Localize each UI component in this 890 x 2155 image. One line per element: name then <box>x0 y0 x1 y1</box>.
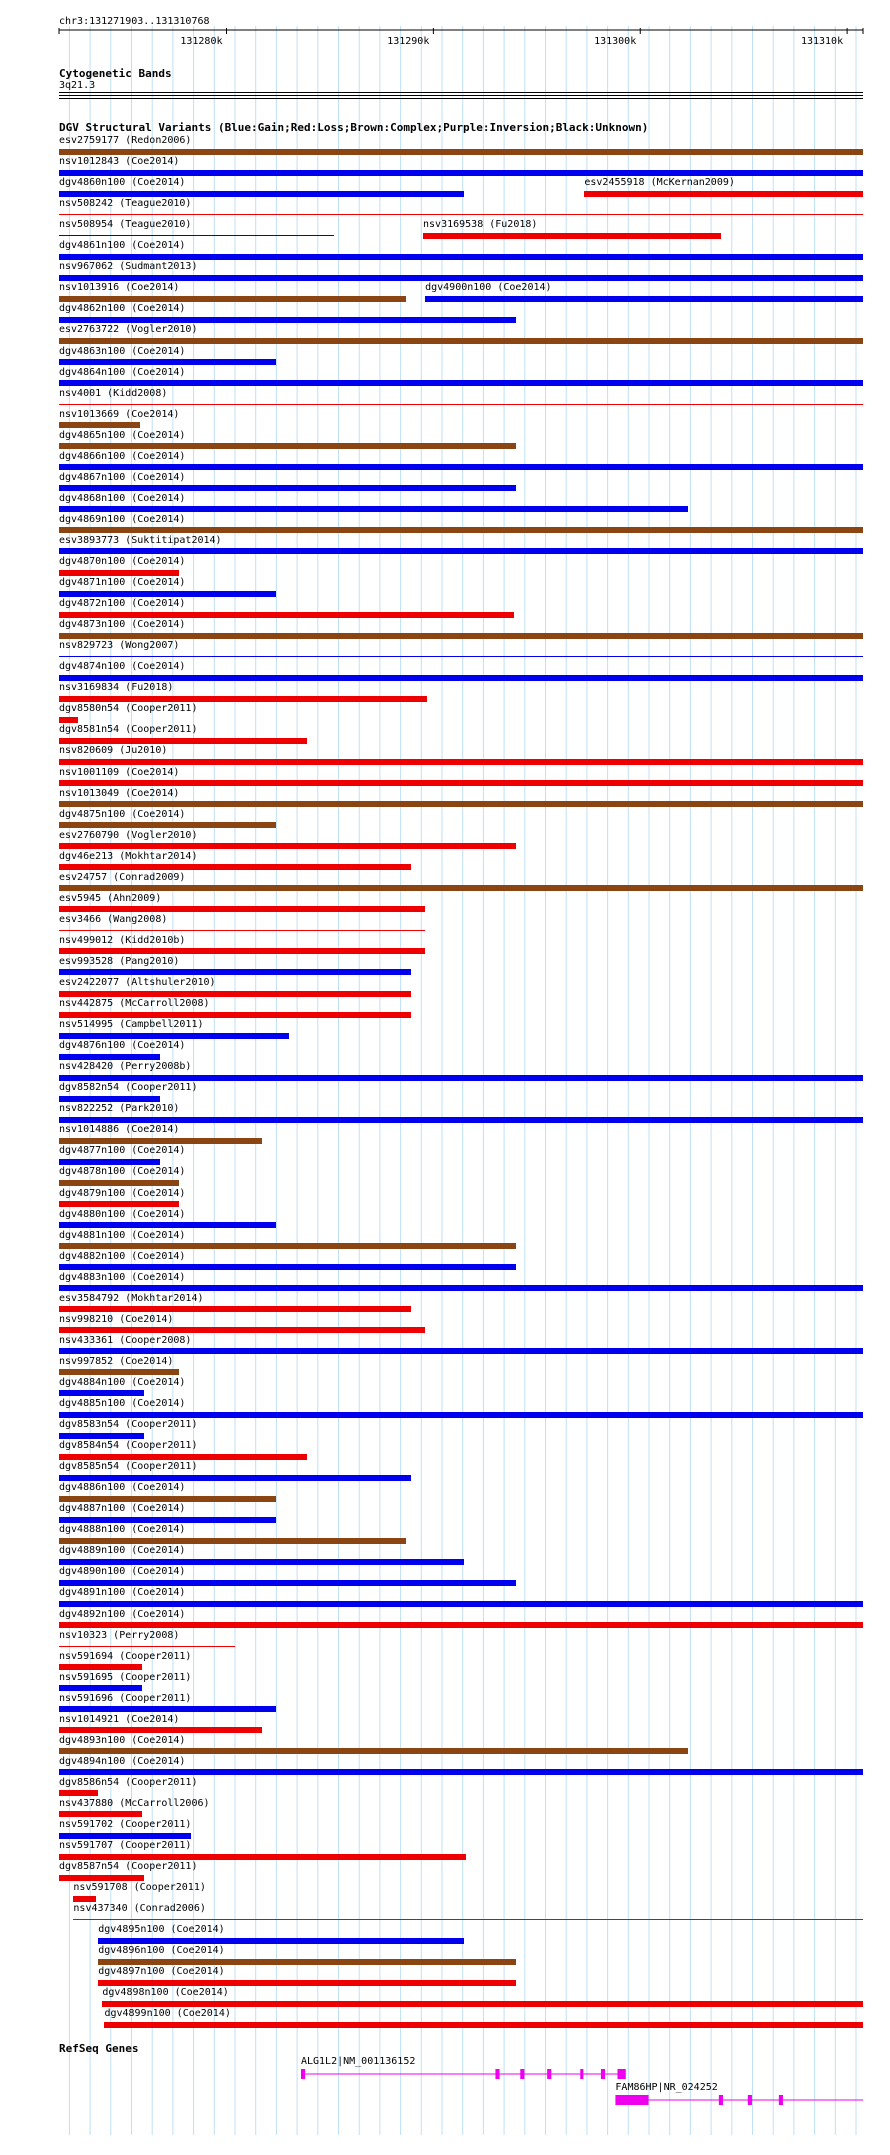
variant-label[interactable]: dgv8582n54 (Cooper2011) <box>59 1082 198 1094</box>
variant-label[interactable]: nsv820609 (Ju2010) <box>59 745 168 757</box>
variant-label[interactable]: nsv514995 (Campbell2011) <box>59 1019 204 1031</box>
variant-bar-loss[interactable] <box>59 696 427 702</box>
variant-label[interactable]: dgv4884n100 (Coe2014) <box>59 1376 186 1388</box>
variant-bar-gain[interactable] <box>59 1390 144 1396</box>
variant-label[interactable]: nsv1001109 (Coe2014) <box>59 766 180 778</box>
variant-label[interactable]: nsv433361 (Cooper2008) <box>59 1334 192 1346</box>
variant-bar-loss[interactable] <box>59 214 863 215</box>
gene-exon <box>719 2095 723 2105</box>
variant-label[interactable]: nsv10323 (Perry2008) <box>59 1629 180 1641</box>
variant-label[interactable]: dgv4891n100 (Coe2014) <box>59 1587 186 1599</box>
variant-label[interactable]: dgv8580n54 (Cooper2011) <box>59 703 198 715</box>
variant-label[interactable]: dgv4863n100 (Coe2014) <box>59 345 186 357</box>
variant-label[interactable]: dgv4872n100 (Coe2014) <box>59 598 186 610</box>
variant-bar-complex[interactable] <box>59 1369 179 1375</box>
variant-bar-loss[interactable] <box>423 233 721 239</box>
variant-label[interactable]: dgv8585n54 (Cooper2011) <box>59 1461 198 1473</box>
variant-bar-loss[interactable] <box>59 906 425 912</box>
variant-bar-gain[interactable] <box>59 1412 863 1418</box>
variant-label[interactable]: nsv508954 (Teague2010) <box>59 219 192 231</box>
variant-label[interactable]: dgv4868n100 (Coe2014) <box>59 492 186 504</box>
variant-bar-loss[interactable] <box>59 1854 466 1860</box>
variant-bar-complex[interactable] <box>98 1959 516 1965</box>
dgv-track-title: DGV Structural Variants (Blue:Gain;Red:Loss;Brown:Complex;Purple:Inversion;Black:Unknown) <box>59 121 649 134</box>
variant-label[interactable]: dgv4873n100 (Coe2014) <box>59 619 186 631</box>
variant-label[interactable]: nsv1013049 (Coe2014) <box>59 787 180 799</box>
variant-bar-gain[interactable] <box>59 1264 516 1270</box>
variant-bar-gain[interactable] <box>59 1685 142 1691</box>
variant-bar-complex[interactable] <box>59 527 863 533</box>
variant-bar-loss[interactable] <box>59 1454 307 1460</box>
variant-label[interactable]: dgv4887n100 (Coe2014) <box>59 1503 186 1515</box>
variant-label[interactable]: nsv997852 (Coe2014) <box>59 1355 174 1367</box>
variant-label[interactable]: dgv8584n54 (Cooper2011) <box>59 1440 198 1452</box>
gene-exon <box>301 2069 305 2079</box>
variant-label[interactable]: dgv4875n100 (Coe2014) <box>59 808 186 820</box>
variant-label[interactable]: dgv4874n100 (Coe2014) <box>59 661 186 673</box>
variant-bar-complex[interactable] <box>59 885 863 891</box>
variant-bar-gain[interactable] <box>59 1096 160 1102</box>
variant-label[interactable]: dgv4893n100 (Coe2014) <box>59 1734 186 1746</box>
variant-label[interactable]: nsv1013669 (Coe2014) <box>59 408 180 420</box>
variant-label[interactable]: dgv4878n100 (Coe2014) <box>59 1166 186 1178</box>
variant-label[interactable]: dgv4900n100 (Coe2014) <box>425 282 552 294</box>
variant-bar-gain[interactable] <box>59 1348 863 1354</box>
variant-label[interactable]: dgv8583n54 (Cooper2011) <box>59 1419 198 1431</box>
variant-bar-loss[interactable] <box>59 864 411 870</box>
variant-label[interactable]: nsv967062 (Sudmant2013) <box>59 261 198 273</box>
variant-label[interactable]: dgv4892n100 (Coe2014) <box>59 1608 186 1620</box>
variant-bar-loss[interactable] <box>584 191 863 197</box>
variant-label[interactable]: nsv442875 (McCarroll2008) <box>59 998 210 1010</box>
variant-bar-complex[interactable] <box>59 1138 262 1144</box>
variant-label[interactable]: nsv591696 (Cooper2011) <box>59 1692 192 1704</box>
variant-bar-complex[interactable] <box>59 296 406 302</box>
variant-bar-gain[interactable] <box>59 1559 464 1565</box>
variant-bar-loss[interactable] <box>104 2022 863 2028</box>
variant-bar-gain[interactable] <box>59 317 516 323</box>
variant-bar-complex[interactable] <box>59 443 516 449</box>
variant-bar-loss[interactable] <box>59 759 863 765</box>
gene-exon <box>779 2095 783 2105</box>
variant-label[interactable]: nsv591708 (Cooper2011) <box>73 1882 206 1894</box>
variant-bar-gain[interactable] <box>59 1833 191 1839</box>
cytoband-line-2 <box>59 95 863 96</box>
variant-label[interactable]: nsv1012843 (Coe2014) <box>59 156 180 168</box>
ruler-tick-label: 131290k <box>387 36 430 47</box>
variant-bar-complex[interactable] <box>59 801 863 807</box>
variant-label[interactable]: dgv4894n100 (Coe2014) <box>59 1755 186 1767</box>
variant-label[interactable]: dgv4879n100 (Coe2014) <box>59 1187 186 1199</box>
variant-label[interactable]: nsv1014886 (Coe2014) <box>59 1124 180 1136</box>
variant-bar-gain[interactable] <box>59 1769 863 1775</box>
variant-label[interactable]: dgv4870n100 (Coe2014) <box>59 556 186 567</box>
variant-label[interactable]: esv5945 (Ahn2009) <box>59 892 162 904</box>
variant-bar-loss[interactable] <box>59 1622 863 1628</box>
variant-bar-gain[interactable] <box>59 1706 276 1712</box>
variant-bar-loss[interactable] <box>59 738 307 744</box>
variant-bar-loss[interactable] <box>73 1896 96 1902</box>
gene-model[interactable] <box>0 2068 890 2088</box>
variant-label[interactable]: nsv1013916 (Coe2014) <box>59 282 180 294</box>
variant-bar-loss[interactable] <box>59 948 425 954</box>
variant-label[interactable]: dgv4861n100 (Coe2014) <box>59 240 186 252</box>
variant-label[interactable]: nsv508242 (Teague2010) <box>59 198 192 210</box>
variant-label[interactable]: dgv4877n100 (Coe2014) <box>59 1145 186 1157</box>
variant-label[interactable]: dgv4896n100 (Coe2014) <box>98 1945 225 1957</box>
variant-bar-gain[interactable] <box>59 656 863 657</box>
variant-bar-gain[interactable] <box>59 235 334 236</box>
variant-label[interactable]: nsv4001 (Kidd2008) <box>59 387 168 399</box>
gene-exon <box>748 2095 752 2105</box>
cytoband-line-3 <box>59 98 863 99</box>
variant-label[interactable]: esv2422077 (Altshuler2010) <box>59 977 216 988</box>
variant-bar-loss[interactable] <box>59 612 514 618</box>
variant-label[interactable]: dgv4876n100 (Coe2014) <box>59 1040 186 1052</box>
variant-bar-gain[interactable] <box>59 275 863 281</box>
variant-label[interactable]: dgv4898n100 (Coe2014) <box>102 1987 229 1999</box>
variant-bar-loss[interactable] <box>59 1012 411 1018</box>
variant-bar-loss[interactable] <box>59 780 863 786</box>
variant-label[interactable]: nsv437340 (Conrad2006) <box>73 1903 206 1915</box>
variant-bar-gain[interactable] <box>59 1601 863 1607</box>
variant-label[interactable]: nsv437880 (McCarroll2006) <box>59 1797 210 1809</box>
variant-bar-gain[interactable] <box>59 675 863 681</box>
cytoband-label: 3q21.3 <box>59 80 96 91</box>
variant-label[interactable]: dgv4869n100 (Coe2014) <box>59 513 186 525</box>
variant-bar-loss[interactable] <box>98 1980 516 1986</box>
variant-label[interactable]: dgv4864n100 (Coe2014) <box>59 366 186 378</box>
variant-bar-complex[interactable] <box>59 1496 276 1502</box>
variant-label[interactable]: dgv4882n100 (Coe2014) <box>59 1250 186 1262</box>
variant-bar-gain[interactable] <box>59 1285 863 1291</box>
variant-bar-loss[interactable] <box>59 1201 179 1207</box>
variant-label[interactable]: esv2455918 (McKernan2009) <box>584 177 735 189</box>
variant-bar-loss[interactable] <box>59 1306 411 1312</box>
variant-bar-complex[interactable] <box>59 338 863 344</box>
variant-bar-complex[interactable] <box>59 1538 406 1544</box>
variant-bar-loss[interactable] <box>59 1811 142 1817</box>
variant-label[interactable]: esv2759177 (Redon2006) <box>59 135 192 146</box>
variant-bar-gain[interactable] <box>59 359 276 365</box>
variant-bar-loss[interactable] <box>59 1875 144 1881</box>
cytoband-line-1 <box>59 92 863 93</box>
variant-bar-gain[interactable] <box>59 1117 863 1123</box>
variant-label[interactable]: nsv3169834 (Fu2018) <box>59 682 174 694</box>
coordinate-ruler <box>0 28 890 50</box>
cytogenetic-bands-title: Cytogenetic Bands <box>59 67 172 80</box>
gene-exon <box>601 2069 605 2079</box>
variant-bar-loss[interactable] <box>59 1327 425 1333</box>
ruler-tick-label: 131280k <box>180 36 223 47</box>
variant-bar-gain[interactable] <box>59 969 411 975</box>
variant-label[interactable]: nsv1014921 (Coe2014) <box>59 1713 180 1725</box>
variant-bar-gain[interactable] <box>59 1054 160 1060</box>
gene-label[interactable]: ALG1L2|NM_001136152 <box>300 2056 416 2067</box>
variant-label[interactable]: nsv998210 (Coe2014) <box>59 1313 174 1325</box>
variant-bar-complex[interactable] <box>59 822 276 828</box>
gene-model[interactable] <box>0 2094 890 2114</box>
variant-label[interactable]: dgv4865n100 (Coe2014) <box>59 429 186 441</box>
variant-label[interactable]: dgv4895n100 (Coe2014) <box>98 1924 225 1936</box>
variant-label[interactable]: esv24757 (Conrad2009) <box>59 871 186 883</box>
variant-bar-gain[interactable] <box>59 548 863 554</box>
variant-bar-loss[interactable] <box>73 1919 863 1920</box>
variant-bar-complex[interactable] <box>59 1748 688 1754</box>
variant-label[interactable]: dgv4890n100 (Coe2014) <box>59 1566 186 1578</box>
variant-bar-gain[interactable] <box>59 254 863 260</box>
variant-bar-gain[interactable] <box>59 591 276 597</box>
variant-bar-complex[interactable] <box>59 149 863 155</box>
variant-bar-gain[interactable] <box>59 485 516 491</box>
variant-label[interactable]: dgv4862n100 (Coe2014) <box>59 303 186 315</box>
variant-label[interactable]: dgv4860n100 (Coe2014) <box>59 177 186 189</box>
variant-bar-gain[interactable] <box>59 1433 144 1439</box>
variant-bar-gain[interactable] <box>59 1475 411 1481</box>
variant-label[interactable]: nsv591694 (Cooper2011) <box>59 1650 192 1662</box>
variant-bar-gain[interactable] <box>59 191 464 197</box>
variant-label[interactable]: dgv8586n54 (Cooper2011) <box>59 1776 198 1788</box>
variant-label[interactable]: dgv8581n54 (Cooper2011) <box>59 724 198 736</box>
variant-bar-loss[interactable] <box>59 1790 98 1796</box>
variant-label[interactable]: dgv4899n100 (Coe2014) <box>104 2008 231 2020</box>
variant-bar-complex[interactable] <box>59 1243 516 1249</box>
variant-bar-gain[interactable] <box>59 170 863 176</box>
variant-bar-complex[interactable] <box>59 633 863 639</box>
variant-bar-gain[interactable] <box>59 506 688 512</box>
variant-bar-loss[interactable] <box>59 404 863 405</box>
variant-label[interactable]: dgv4886n100 (Coe2014) <box>59 1482 186 1494</box>
gene-exon <box>495 2069 499 2079</box>
variant-bar-loss[interactable] <box>59 1727 262 1733</box>
variant-bar-gain[interactable] <box>59 380 863 386</box>
variant-bar-loss[interactable] <box>102 2001 863 2007</box>
variant-label[interactable]: dgv46e213 (Mokhtar2014) <box>59 850 198 862</box>
variant-label[interactable]: nsv829723 (Wong2007) <box>59 640 180 652</box>
variant-label[interactable]: esv993528 (Pang2010) <box>59 955 180 967</box>
variant-bar-loss[interactable] <box>59 1664 142 1670</box>
variant-label[interactable]: dgv4883n100 (Coe2014) <box>59 1271 186 1283</box>
variant-label[interactable]: nsv3169538 (Fu2018) <box>423 219 538 231</box>
ruler-tick-label: 131300k <box>594 36 637 47</box>
variant-label[interactable]: dgv8587n54 (Cooper2011) <box>59 1861 198 1873</box>
variant-label[interactable]: dgv4871n100 (Coe2014) <box>59 577 186 589</box>
variant-bar-gain[interactable] <box>59 1580 516 1586</box>
variant-label[interactable]: dgv4881n100 (Coe2014) <box>59 1229 186 1241</box>
gene-exon <box>580 2069 583 2079</box>
gene-exon <box>617 2069 625 2079</box>
variant-label[interactable]: dgv4897n100 (Coe2014) <box>98 1966 225 1978</box>
variant-label[interactable]: esv3893773 (Suktitipat2014) <box>59 534 222 546</box>
variant-bar-gain[interactable] <box>59 464 863 470</box>
gene-exon <box>547 2069 551 2079</box>
variant-label[interactable]: dgv4888n100 (Coe2014) <box>59 1524 186 1536</box>
variant-label[interactable]: nsv591695 (Cooper2011) <box>59 1671 192 1683</box>
variant-label[interactable]: dgv4889n100 (Coe2014) <box>59 1545 186 1557</box>
variant-label[interactable]: esv3584792 (Mokhtar2014) <box>59 1292 204 1304</box>
refseq-track-title: RefSeq Genes <box>59 2042 139 2055</box>
variant-label[interactable]: dgv4866n100 (Coe2014) <box>59 450 186 462</box>
variant-label[interactable]: dgv4867n100 (Coe2014) <box>59 471 186 483</box>
variant-bar-gain[interactable] <box>98 1938 464 1944</box>
variant-label[interactable]: esv3466 (Wang2008) <box>59 913 168 925</box>
variant-label[interactable]: nsv822252 (Park2010) <box>59 1103 180 1115</box>
gene-label[interactable]: FAM86HP|NR_024252 <box>615 2082 718 2093</box>
variant-bar-loss[interactable] <box>59 930 425 931</box>
variant-label[interactable]: nsv499012 (Kidd2010b) <box>59 934 186 946</box>
variant-bar-gain[interactable] <box>59 1033 289 1039</box>
variant-label[interactable]: nsv591707 (Cooper2011) <box>59 1840 192 1852</box>
variant-label[interactable]: nsv591702 (Cooper2011) <box>59 1819 192 1830</box>
gene-exon <box>615 2095 648 2105</box>
variant-label[interactable]: nsv428420 (Perry2008b) <box>59 1061 192 1073</box>
variant-bar-complex[interactable] <box>59 422 140 428</box>
variant-bar-gain[interactable] <box>59 1075 863 1081</box>
variant-bar-gain[interactable] <box>59 1159 160 1165</box>
variant-label[interactable]: dgv4880n100 (Coe2014) <box>59 1208 186 1220</box>
variant-bar-loss[interactable] <box>59 991 411 997</box>
variant-label[interactable]: esv2763722 (Vogler2010) <box>59 324 198 336</box>
chromosome-position: chr3:131271903..131310768 <box>59 16 210 27</box>
variant-bar-gain[interactable] <box>425 296 863 302</box>
variant-bar-gain[interactable] <box>59 1222 276 1228</box>
variant-bar-loss[interactable] <box>59 1646 235 1647</box>
ruler-tick-label: 131310k <box>800 36 844 47</box>
gene-exon <box>520 2069 524 2079</box>
variant-bar-gain[interactable] <box>59 1517 276 1523</box>
variant-bar-loss[interactable] <box>59 570 179 576</box>
variant-label[interactable]: dgv4885n100 (Coe2014) <box>59 1398 186 1409</box>
variant-bar-complex[interactable] <box>59 1180 179 1186</box>
variant-bar-loss[interactable] <box>59 717 78 723</box>
variant-bar-loss[interactable] <box>59 843 516 849</box>
variant-label[interactable]: esv2760790 (Vogler2010) <box>59 829 198 841</box>
